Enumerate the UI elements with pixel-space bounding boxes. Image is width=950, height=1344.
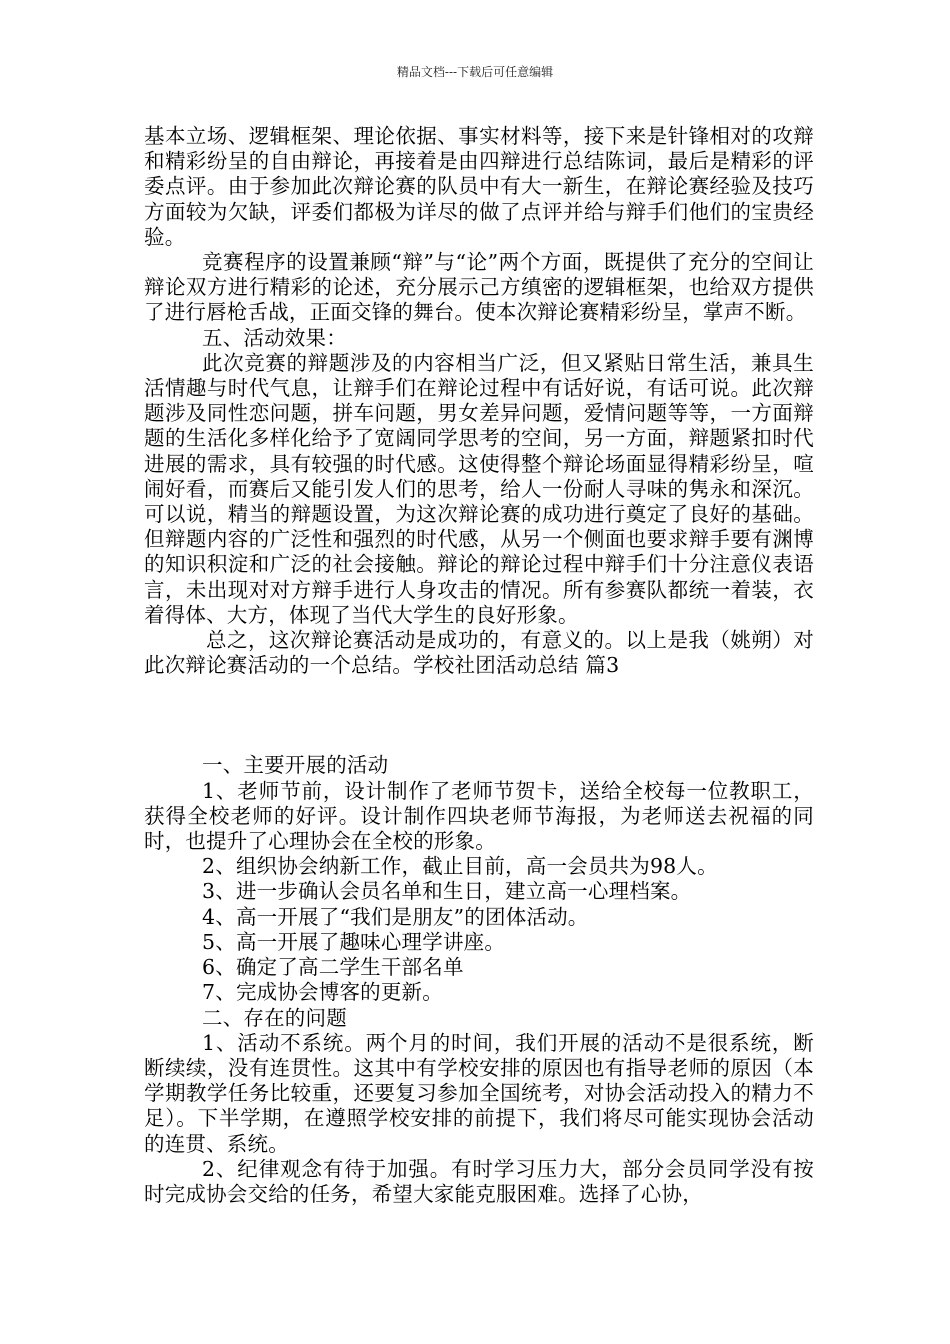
list-item: 2、组织协会纳新工作，截止目前，高一会员共为98人。: [202, 854, 718, 879]
page-header: 精品文档---下载后可任意编辑: [396, 65, 554, 79]
list-item: 4、高一开展了“我们是朋友”的团体活动。: [202, 904, 589, 929]
section-heading: 五、活动效果：: [202, 325, 347, 350]
paragraph: 此次竞赛的辩题涉及的内容相当广泛，但又紧贴日常生活，兼具生活情趣与时代气息，让辩手们在辩论过程中有话好说，有话可说。此次辩题涉及同性恋问题，拼车问题，男女差异问题，爱情问题等等，一方面辩题的生活化多样化给予了宽阔同学思考的空间，另一方面，辩题紧扣时代进展的需求，具有较强的时代感。这使得整个辩论场面显得精彩纷呈，喧闹好看，而赛后又能引发人们的思考，给人一份耐人寻味的隽永和深沉。可以说，精当的辩题设置，为这次辩论赛的成功进行奠定了良好的基础。但辩题内容的广泛性和强烈的时代感，从另一个侧面也要求辩手要有渊博的知识积淀和广泛的社会接触。辩论的辩论过程中辩手们十分注意仪表语言，未出现对对方辩手进行人身攻击的情况。所有参赛队都统一着装，衣着得体、大方，体现了当代大学生的良好形象。: [144, 350, 814, 627]
paragraph: 竞赛程序的设置兼顾“辩”与“论”两个方面，既提供了充分的空间让辩论双方进行精彩的论述，充分展示己方缜密的逻辑框架，也给双方提供了进行唇枪舌战，正面交锋的舞台。使本次辩论赛精彩纷呈，掌声不断。: [144, 250, 814, 325]
document-body: [144, 124, 814, 1207]
list-item: 1、活动不系统。两个月的时间，我们开展的活动不是很系统，断断续续，没有连贯性。这其中有学校安排的原因也有指导老师的原因（本学期教学任务比较重，还要复习参加全国统考，对协会活动投入的精力不足）。下半学期，在遵照学校安排的前提下，我们将尽可能实现协会活动的连贯、系统。: [144, 1030, 814, 1156]
list-item: 7、完成协会博客的更新。: [202, 980, 443, 1005]
spacer: [144, 678, 814, 753]
section-heading: 一、主要开展的活动: [202, 753, 389, 778]
section-heading: 二、存在的问题: [202, 1005, 347, 1030]
list-item: 2、纪律观念有待于加强。有时学习压力大，部分会员同学没有按时完成协会交给的任务，希望大家能克服困难。选择了心协，: [144, 1156, 814, 1206]
list-item: 3、进一步确认会员名单和生日，建立高一心理档案。: [202, 879, 692, 904]
list-item: 6、确定了高二学生干部名单: [202, 955, 464, 980]
paragraph: 基本立场、逻辑框架、理论依据、事实材料等，接下来是针锋相对的攻辩和精彩纷呈的自由辩论，再接着是由四辩进行总结陈词，最后是精彩的评委点评。由于参加此次辩论赛的队员中有大一新生，在辩论赛经验及技巧方面较为欠缺，评委们都极为详尽的做了点评并给与辩手们他们的宝贵经验。: [144, 124, 814, 249]
list-item: 5、高一开展了趣味心理学讲座。: [202, 929, 506, 954]
list-item: 1、老师节前，设计制作了老师节贺卡，送给全校每一位教职工，获得全校老师的好评。设计制作四块老师节海报，为老师送去祝福的同时，也提升了心理协会在全校的形象。: [144, 778, 814, 854]
paragraph: 总之，这次辩论赛活动是成功的，有意义的。以上是我（姚朔）对此次辩论赛活动的一个总结。学校社团活动总结 篇3: [144, 628, 814, 678]
